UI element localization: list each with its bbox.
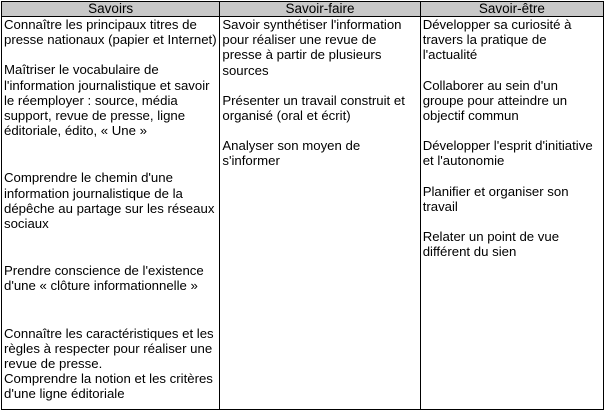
header-savoirs: Savoirs <box>2 2 220 17</box>
savoir-item: Connaître les caractéristiques et les règles à respecter pour réaliser une revue de presse. <box>4 325 214 372</box>
header-savoir-etre: Savoir-être <box>420 2 603 17</box>
savoir-item: Prendre conscience de l'existence d'une « clôture informationnelle » <box>4 263 204 294</box>
savoir-etre-cell <box>420 17 603 410</box>
content-row <box>2 17 604 410</box>
savoir-faire-cell <box>220 17 420 410</box>
savoir-etre-item: Développer sa curiosité à travers la pratique de l'actualité <box>422 17 572 63</box>
savoir-etre-item: Collaborer au sein d'un groupe pour atteindre un objectif commun <box>422 77 568 124</box>
savoir-item: Comprendre le chemin d'une information journalistique de la dépêche au partage sur les réseaux sociaux <box>4 170 215 232</box>
savoir-etre-item: Relater un point de vue différent du sien <box>422 229 560 260</box>
competences-table <box>1 1 604 410</box>
savoir-item: Connaître les principaux titres de presse nationaux (papier et Internet) <box>4 17 217 48</box>
savoir-etre-item: Développer l'esprit d'initiative et l'autonomie <box>422 138 593 169</box>
header-savoir-faire: Savoir-faire <box>220 2 420 17</box>
savoir-faire-item: Savoir synthétiser l'information pour réaliser une revue de presse à partir de plusieurs sources <box>222 17 402 78</box>
savoir-item: Comprendre la notion et les critères d'une ligne éditoriale <box>4 371 213 402</box>
header-row <box>2 2 604 17</box>
savoir-item: Maîtriser le vocabulaire de l'information journalistique et savoir le réemployer : source, média support, revue de presse, ligne éditoriale, édito, « Une » <box>4 62 210 139</box>
savoir-etre-item: Planifier et organiser son travail <box>422 183 569 214</box>
savoir-faire-item: Présenter un travail construit et organisé (oral et écrit) <box>222 92 405 124</box>
savoir-faire-item: Analyser son moyen de s'informer <box>222 138 361 169</box>
savoirs-cell <box>2 17 220 410</box>
